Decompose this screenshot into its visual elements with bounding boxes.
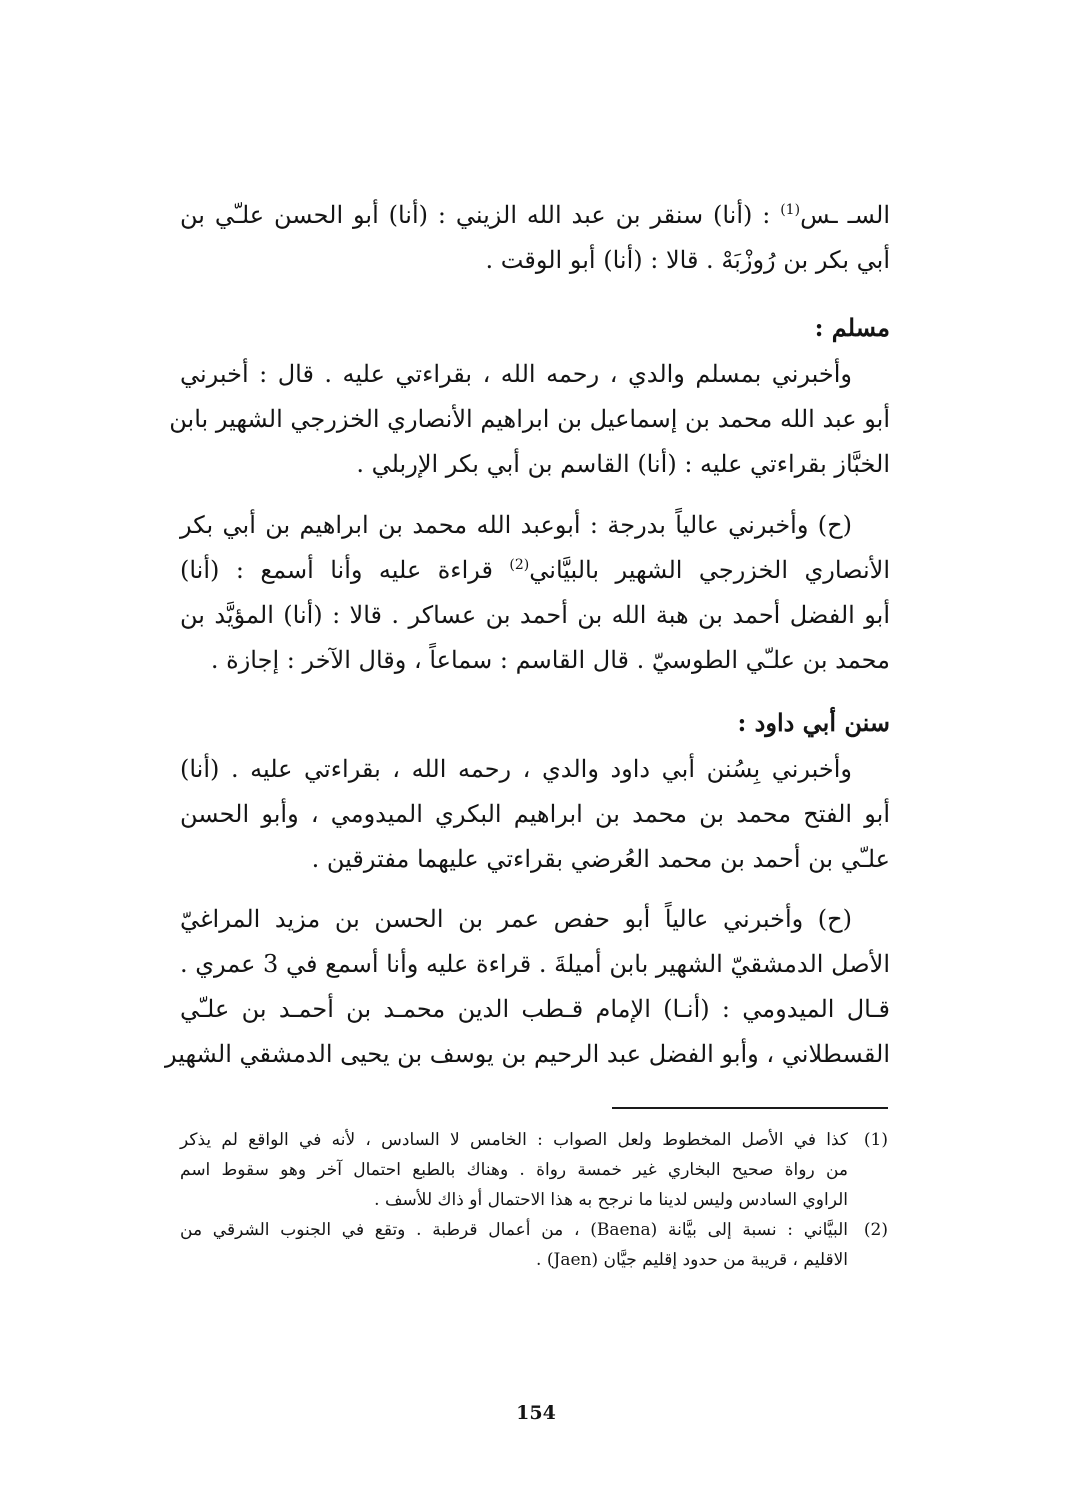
text-span: السـ ـس [800,201,890,229]
text-line [180,193,890,238]
paragraph-bukhari-chain [180,193,890,283]
paragraph-abudawud-chain [180,747,890,882]
footnote-line: الاقليم ، قريبة من حدود إقليم جيَّان (Jaen) . [536,1250,848,1270]
text-line [180,548,890,593]
text-line: الخبَّاز بقراءتي عليه : (أنا) القاسم بن أبي بكر الإربلي . [356,450,890,478]
footnote-line: الراوي السادس وليس لدينا ما نرجح به هذا الاحتمال أو ذاك للأسف . [374,1190,848,1210]
footnote-line: من رواة صحيح البخاري غير خمسة رواة . وهناك بالطبع احتمال آخر وهو سقوط اسم [180,1160,848,1180]
text-line: (ح) وأخبرني عالياً بدرجة : أبوعبد الله محمد بن ابراهيم بن أبي بكر [180,511,852,539]
footnote-reference[interactable]: (1) [780,202,801,218]
paragraph-abudawud-higher-chain [164,897,890,1077]
text-line: أبي بكر بن رُوزْبَهْ . قالا : (أنا) أبو الوقت . [485,246,890,274]
footnote-text [180,1215,848,1275]
text-line: محمد بن علـّي الطوسيّ . قال القاسم : سماعاً ، وقال الآخر : إجازة . [210,646,890,674]
text-line: القسطلاني ، وأبو الفضل عبد الرحيم بن يوسف بن يحيى الدمشقي الشهير [164,1040,890,1068]
text-line: وأخبرني بمسلم والدي ، رحمه الله ، بقراءتي عليه . قال : أخبرني [180,360,852,388]
footnote-line: البيَّاني : نسبة إلى بيَّانة (Baena) ، من أعمال قرطبة . وتقع في الجنوب الشرقي من [180,1220,848,1240]
section-heading-abudawud-block [180,700,890,745]
footnote-line: كذا في الأصل المخطوط ولعل الصواب : الخامس لا السادس ، لأنه في الواقع لم يذكر [180,1130,848,1150]
text-line: قـال الميدومي : (أنـا) الإمام قـطب الدين محمـد بن أحمـد بن علـّي [180,995,890,1023]
footnote-number: (1) [863,1130,888,1150]
text-line: أبو الفتح محمد بن محمد بن ابراهيم البكري الميدومي ، وأبو الحسن [180,800,890,828]
footnotes [180,1125,888,1275]
page-number: 154 [516,1402,556,1424]
text-span: قراءة عليه وأنا أسمع : (أنا) [180,556,510,584]
text-line: علـّي بن أحمد بن محمد العُرضي بقراءتي عليهما مفترقين . [311,845,890,873]
footnote-text [180,1125,848,1215]
text-line: أبو الفضل أحمد بن هبة الله بن أحمد بن عساكر . قالا : (أنا) المؤيَّد بن [180,601,890,629]
paragraph-muslim-chain [169,352,890,487]
text-span: : (أنا) سنقر بن عبد الله الزيني : (أنا) أبو الحسن علـّي بن [180,201,781,229]
footnote-2 [180,1215,888,1275]
section-heading-abudawud: سنن أبي داود : [737,708,890,737]
footnote-number: (2) [863,1220,888,1240]
footnote-separator [612,1107,888,1109]
text-line: وأخبرني بِسُنن أبي داود والدي ، رحمه الله ، بقراءتي عليه . (أنا) [180,755,852,783]
text-span: الأنصاري الخزرجي الشهير بالبيَّاني [529,556,890,584]
footnote-1 [180,1125,888,1215]
section-heading-muslim: مسلم : [814,313,890,342]
section-heading-muslim-block [180,305,890,350]
footnote-reference[interactable]: (2) [509,557,530,573]
text-line: الأصل الدمشقيّ الشهير بابن أميلةَ . قراءة عليه وأنا أسمع في 3 عمري . [179,950,890,978]
text-line: (ح) وأخبرني عالياً أبو حفص عمر بن الحسن بن مزيد المراغيّ [180,905,853,933]
paragraph-muslim-higher-chain [180,503,890,683]
text-line: أبو عبد الله محمد بن إسماعيل بن ابراهيم الأنصاري الخزرجي الشهير بابن [169,405,890,433]
